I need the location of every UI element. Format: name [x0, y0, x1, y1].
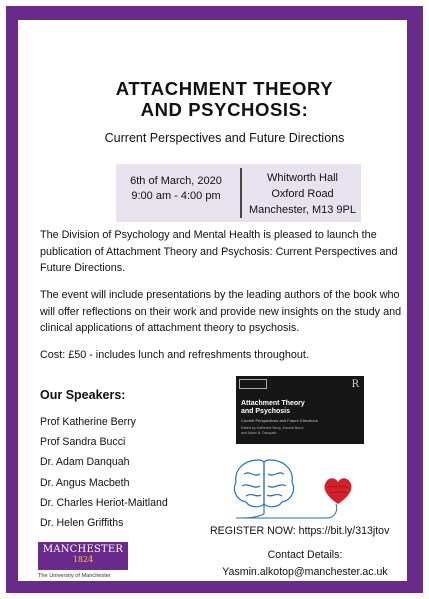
- contact-email[interactable]: Yasmin.alkotop@manchester.ac.uk: [222, 566, 388, 578]
- venue-line-1: Whitworth Hall: [267, 172, 338, 184]
- cost-note: Cost: £50 - includes lunch and refreshments throughout.: [40, 349, 309, 361]
- register-link[interactable]: REGISTER NOW: https://bit.ly/313jtov: [210, 525, 390, 537]
- speaker-item: Dr. Helen Griffiths: [40, 517, 124, 530]
- venue-line-2: Oxford Road: [271, 188, 334, 200]
- intro-paragraph: The Division of Psychology and Mental Health is pleased to launch the publication of Attachment Theory and Psychosis: Current Perspectives and Future Directions.: [40, 229, 398, 274]
- speaker-item: Prof Sandra Bucci: [40, 436, 126, 449]
- speaker-item: Dr. Charles Heriot-Maitland: [40, 496, 168, 509]
- book-title-line-1: Attachment Theory: [241, 400, 305, 407]
- info-divider: [240, 168, 242, 218]
- event-info-box: [116, 164, 361, 222]
- book-cover-image: [236, 376, 364, 444]
- page-subtitle: Current Perspectives and Future Directions: [104, 131, 345, 145]
- poster-content: [30, 34, 419, 595]
- brain-heart-illustration: [226, 452, 371, 522]
- book-editors-line-2: and Adam N. Danquah: [241, 430, 277, 435]
- speakers-list: [40, 412, 168, 533]
- title-line-1: ATTACHMENT THEORY: [115, 78, 334, 99]
- brain-icon: [234, 460, 293, 514]
- poster-frame: [6, 6, 423, 593]
- series-logo: [239, 379, 267, 389]
- university-logo: [38, 542, 134, 586]
- heart-icon: [325, 478, 352, 504]
- speaker-item: Prof Katherine Berry: [40, 416, 136, 428]
- university-year: 1824: [72, 555, 94, 564]
- event-date: 6th of March, 2020: [130, 175, 222, 187]
- event-datetime: [116, 174, 236, 204]
- book-editors: [241, 426, 303, 435]
- contact-heading: Contact Details:: [267, 549, 343, 561]
- speakers-heading: Our Speakers:: [40, 388, 126, 402]
- university-name: MANCHESTER: [42, 544, 124, 555]
- book-subtitle: Current Perspectives and Future Directions: [241, 418, 318, 423]
- venue-line-3: Manchester, M13 9PL: [248, 204, 356, 216]
- university-logo-box: [38, 542, 128, 570]
- routledge-logo: R: [351, 379, 359, 390]
- book-title: [241, 400, 305, 416]
- speaker-item: Dr. Adam Danquah: [40, 456, 130, 469]
- event-venue: [244, 170, 361, 218]
- event-description: The event will include presentations by the leading authors of the book who will offer reflections on their work and provide new insights on the study and clinical applications of attachment theory to psychosis.: [40, 289, 402, 334]
- speaker-item: Dr. Angus Macbeth: [40, 476, 130, 489]
- page-title: [30, 78, 419, 120]
- event-time: 9:00 am - 4:00 pm: [131, 190, 221, 202]
- book-editors-line-1: Edited by Katherine Berry, Sandra Bucci: [241, 426, 304, 430]
- title-line-2: AND PSYCHOSIS:: [140, 99, 309, 120]
- university-caption: The University of Manchester: [38, 573, 111, 579]
- book-title-line-2: and Psychosis: [241, 408, 291, 415]
